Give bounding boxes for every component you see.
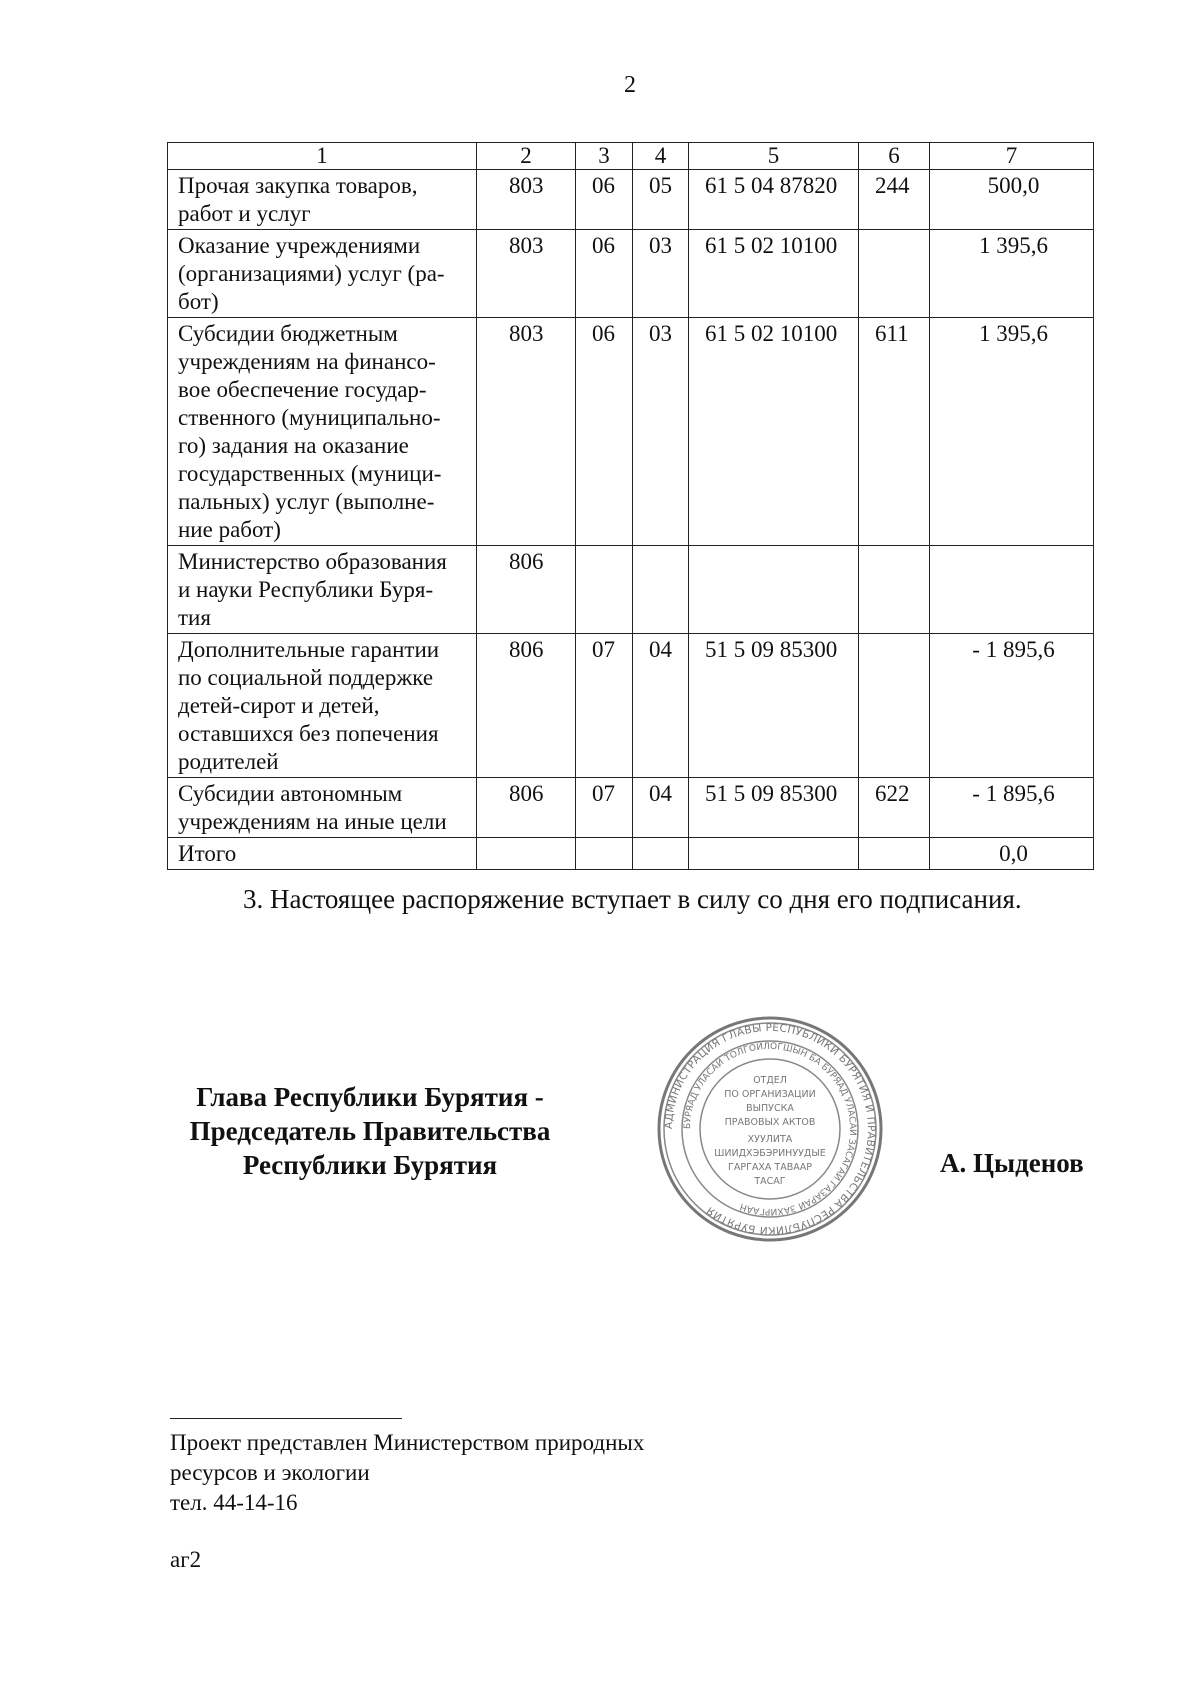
row-name: Субсидии автономным учреждениям на иные цели [168,778,477,838]
signatory-name: А. Цыденов [940,1148,1084,1178]
seal-center-line: ХУУЛИТА [747,1134,793,1145]
column-header: 2 [477,143,576,170]
section-code: 06 [576,318,633,546]
ministry-code: 803 [477,318,576,546]
seal-center-line: ГАРГАХА ТАВААР [728,1162,812,1173]
section-code: 07 [576,778,633,838]
budget-table [167,142,1094,870]
section-code: 06 [576,230,633,318]
amount: - 1 895,6 [930,634,1094,778]
total-amount: 0,0 [930,838,1094,870]
ministry-code: 806 [477,778,576,838]
subsection-code: 04 [633,634,689,778]
clause-paragraph: 3. Настоящее распоряжение вступает в силу со дня его подписания. [243,884,1022,914]
ministry-code: 803 [477,230,576,318]
expense-type-code [859,838,930,870]
seal-center-line: ВЫПУСКА [746,1103,794,1114]
expense-type-code: 622 [859,778,930,838]
row-name: Дополнительные гарантии по социальной поддержке детей-сирот и детей, оставшихся без попечения родителей [168,634,477,778]
amount [930,546,1094,634]
ministry-code: 806 [477,634,576,778]
section-code: 07 [576,634,633,778]
amount: 1 395,6 [930,318,1094,546]
target-article-code: 51 5 09 85300 [689,778,859,838]
column-header: 4 [633,143,689,170]
target-article-code: 61 5 02 10100 [689,230,859,318]
target-article-code: 61 5 04 87820 [689,170,859,230]
row-name: Оказание учреждениями (организациями) услуг (ра- бот) [168,230,477,318]
seal-center-line: ОТДЕЛ [753,1075,787,1086]
page-number: 2 [624,72,636,98]
footnote-divider [170,1418,402,1419]
column-header: 5 [689,143,859,170]
row-name: Министерство образования и науки Республики Буря- тия [168,546,477,634]
row-name: Итого [168,838,477,870]
table-row [168,546,1094,634]
ministry-code: 806 [477,546,576,634]
expense-type-code [859,230,930,318]
target-article-code: 61 5 02 10100 [689,318,859,546]
table-total-row [168,838,1094,870]
section-code [576,838,633,870]
target-article-code: 51 5 09 85300 [689,634,859,778]
document-code: аг2 [170,1547,202,1572]
expense-type-code [859,546,930,634]
table-row [168,170,1094,230]
target-article-code [689,838,859,870]
table-row [168,778,1094,838]
section-code: 06 [576,170,633,230]
seal-center-line: ПО ОРГАНИЗАЦИИ [724,1089,816,1100]
row-name: Прочая закупка товаров, работ и услуг [168,170,477,230]
column-header: 6 [859,143,930,170]
expense-type-code: 244 [859,170,930,230]
seal-center-line: ШИИДХЭБЭРИНУУДЫЕ [714,1148,826,1159]
table-row [168,318,1094,546]
ministry-code: 803 [477,170,576,230]
subsection-code: 05 [633,170,689,230]
table-row [168,634,1094,778]
target-article-code [689,546,859,634]
subsection-code: 03 [633,318,689,546]
seal-center-line: ТАСАГ [754,1176,786,1187]
column-header: 1 [168,143,477,170]
table-row [168,230,1094,318]
footnote-text: Проект представлен Министерством природных ресурсов и экологии тел. 44-14-16 [170,1430,645,1515]
section-code [576,546,633,634]
column-header: 3 [576,143,633,170]
table-header-row [168,143,1094,170]
row-name: Субсидии бюджетным учреждениям на финансо- вое обеспечение государ- ственного (муниципально- го) задания на оказание государственных (муници- пальных) услуг (выполне- ние работ) [168,318,477,546]
signatory-position: Глава Республики Бурятия - Председатель Правительства Республики Бурятия [189,1082,551,1180]
amount: - 1 895,6 [930,778,1094,838]
official-seal [656,1015,884,1243]
subsection-code: 03 [633,230,689,318]
expense-type-code: 611 [859,318,930,546]
seal-outer-text: АДМИНИСТРАЦИЯ ГЛАВЫ РЕСПУБЛИКИ БУРЯТИЯ И ПРАВИТЕЛЬСТВА РЕСПУБЛИКИ БУРЯТИЯ [662,1021,878,1237]
seal-inner-ring-text: БУРЯАД УЛАСАЙ ТОЛГОЙЛОГШЫН БА БУРЯАД УЛАСАЙ ЗАСАГАЙ ГАЗАРАЙ ЗАХИРГААН [682,1041,858,1217]
subsection-code [633,546,689,634]
expense-type-code [859,634,930,778]
subsection-code: 04 [633,778,689,838]
amount: 500,0 [930,170,1094,230]
subsection-code [633,838,689,870]
amount: 1 395,6 [930,230,1094,318]
seal-center-line: ПРАВОВЫХ АКТОВ [724,1117,816,1128]
column-header: 7 [930,143,1094,170]
ministry-code [477,838,576,870]
